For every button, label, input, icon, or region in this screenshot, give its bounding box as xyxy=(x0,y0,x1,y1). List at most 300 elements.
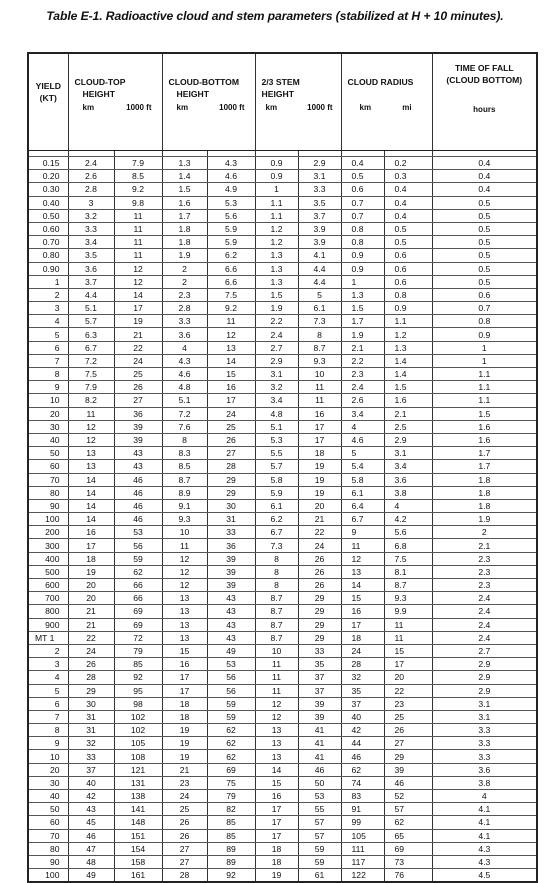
cell-time-of-fall: 2.9 xyxy=(432,658,537,671)
table-row xyxy=(28,420,537,433)
cell-cloud-bottom-km: 1.7 xyxy=(162,209,207,222)
cell-cloud-top-ft: 17 xyxy=(114,302,162,315)
cell-stem-ft: 29 xyxy=(298,631,341,644)
cell-cloud-bottom-ft: 43 xyxy=(207,592,255,605)
cell-cloud-top-km: 22 xyxy=(68,631,114,644)
cell-cloud-bottom-ft: 89 xyxy=(207,842,255,855)
cell-radius-mi: 4.2 xyxy=(384,513,432,526)
cell-stem-km: 1.2 xyxy=(255,236,298,249)
cell-cloud-top-ft: 11 xyxy=(114,236,162,249)
cell-yield: 60 xyxy=(28,816,68,829)
cell-yield: 0.50 xyxy=(28,209,68,222)
cell-radius-mi: 2.5 xyxy=(384,420,432,433)
cell-cloud-bottom-km: 2.8 xyxy=(162,302,207,315)
cell-cloud-bottom-km: 19 xyxy=(162,750,207,763)
cell-cloud-top-ft: 22 xyxy=(114,341,162,354)
cell-stem-ft: 39 xyxy=(298,697,341,710)
cell-cloud-bottom-km: 18 xyxy=(162,710,207,723)
cell-cloud-top-ft: 12 xyxy=(114,275,162,288)
cell-stem-km: 18 xyxy=(255,842,298,855)
cell-cloud-top-ft: 151 xyxy=(114,829,162,842)
header-cloud-top-ft: 1000 ft xyxy=(126,103,152,112)
cell-stem-km: 5.5 xyxy=(255,447,298,460)
cell-cloud-bottom-km: 11 xyxy=(162,539,207,552)
cell-stem-km: 0.9 xyxy=(255,170,298,183)
cell-yield: 100 xyxy=(28,513,68,526)
cell-radius-mi: 1.4 xyxy=(384,354,432,367)
cell-stem-ft: 8 xyxy=(298,328,341,341)
cell-cloud-top-km: 3.6 xyxy=(68,262,114,275)
cell-radius-mi: 0.6 xyxy=(384,249,432,262)
cell-stem-ft: 4.1 xyxy=(298,249,341,262)
cell-cloud-bottom-ft: 75 xyxy=(207,776,255,789)
cell-time-of-fall: 2.4 xyxy=(432,618,537,631)
cell-cloud-bottom-ft: 43 xyxy=(207,618,255,631)
table-row xyxy=(28,196,537,209)
cell-cloud-top-km: 5.7 xyxy=(68,315,114,328)
cell-radius-mi: 23 xyxy=(384,697,432,710)
cell-time-of-fall: 2.7 xyxy=(432,644,537,657)
cell-cloud-bottom-ft: 49 xyxy=(207,644,255,657)
cell-cloud-top-ft: 9.8 xyxy=(114,196,162,209)
cell-yield: 50 xyxy=(28,447,68,460)
cell-stem-km: 3.4 xyxy=(255,394,298,407)
cell-cloud-top-km: 46 xyxy=(68,829,114,842)
cell-cloud-bottom-km: 5.1 xyxy=(162,394,207,407)
cell-yield: 60 xyxy=(28,460,68,473)
cell-stem-km: 5.8 xyxy=(255,473,298,486)
cell-cloud-bottom-ft: 30 xyxy=(207,499,255,512)
cell-radius-km: 111 xyxy=(341,842,384,855)
cell-yield: 0.40 xyxy=(28,196,68,209)
cell-cloud-top-ft: 108 xyxy=(114,750,162,763)
cell-radius-mi: 7.5 xyxy=(384,552,432,565)
cell-stem-ft: 46 xyxy=(298,763,341,776)
header-time-line2: (CLOUD BOTTOM) xyxy=(446,75,523,85)
cell-cloud-top-ft: 69 xyxy=(114,605,162,618)
cell-cloud-top-ft: 95 xyxy=(114,684,162,697)
cell-stem-ft: 41 xyxy=(298,750,341,763)
cell-yield: 0.30 xyxy=(28,183,68,196)
cell-cloud-top-ft: 138 xyxy=(114,790,162,803)
cell-yield: 80 xyxy=(28,842,68,855)
cell-cloud-bottom-km: 1.8 xyxy=(162,222,207,235)
cell-cloud-bottom-km: 10 xyxy=(162,526,207,539)
cell-stem-km: 5.3 xyxy=(255,433,298,446)
header-yield xyxy=(28,53,68,151)
cell-radius-km: 1.9 xyxy=(341,328,384,341)
cell-yield: MT 1 xyxy=(28,631,68,644)
cell-radius-km: 6.4 xyxy=(341,499,384,512)
cell-yield: 30 xyxy=(28,420,68,433)
cell-stem-ft: 8.7 xyxy=(298,341,341,354)
cell-stem-ft: 7.3 xyxy=(298,315,341,328)
cell-cloud-bottom-km: 1.6 xyxy=(162,196,207,209)
cell-cloud-top-ft: 66 xyxy=(114,592,162,605)
cell-stem-ft: 19 xyxy=(298,460,341,473)
cell-cloud-bottom-km: 4.8 xyxy=(162,381,207,394)
cell-time-of-fall: 1.1 xyxy=(432,368,537,381)
cell-radius-mi: 0.4 xyxy=(384,196,432,209)
cell-cloud-top-km: 43 xyxy=(68,803,114,816)
cell-cloud-bottom-ft: 39 xyxy=(207,552,255,565)
cell-cloud-top-km: 26 xyxy=(68,658,114,671)
cell-stem-ft: 19 xyxy=(298,473,341,486)
cell-cloud-bottom-ft: 62 xyxy=(207,724,255,737)
cell-radius-mi: 22 xyxy=(384,684,432,697)
table-row xyxy=(28,473,537,486)
cell-time-of-fall: 0.4 xyxy=(432,183,537,196)
cell-stem-ft: 24 xyxy=(298,539,341,552)
table-row xyxy=(28,803,537,816)
cell-radius-km: 0.6 xyxy=(341,183,384,196)
header-stem xyxy=(255,53,341,151)
header-time-of-fall xyxy=(432,53,537,151)
header-cloud-top-line2: HEIGHT xyxy=(82,89,115,99)
cell-stem-ft: 26 xyxy=(298,565,341,578)
cell-radius-mi: 8.7 xyxy=(384,579,432,592)
cell-cloud-top-km: 21 xyxy=(68,618,114,631)
cell-stem-ft: 37 xyxy=(298,671,341,684)
cell-cloud-bottom-km: 4.6 xyxy=(162,368,207,381)
cell-yield: 4 xyxy=(28,671,68,684)
cell-stem-ft: 41 xyxy=(298,737,341,750)
cell-cloud-bottom-ft: 85 xyxy=(207,829,255,842)
cell-radius-mi: 69 xyxy=(384,842,432,855)
cell-radius-km: 2.2 xyxy=(341,354,384,367)
cell-cloud-top-km: 20 xyxy=(68,592,114,605)
cell-stem-ft: 59 xyxy=(298,855,341,868)
cell-cloud-bottom-km: 2.3 xyxy=(162,288,207,301)
cell-radius-km: 5.4 xyxy=(341,460,384,473)
cell-radius-mi: 73 xyxy=(384,855,432,868)
cell-cloud-bottom-km: 1.4 xyxy=(162,170,207,183)
cell-radius-km: 42 xyxy=(341,724,384,737)
header-time-hours: hours xyxy=(473,105,496,114)
cell-yield: 8 xyxy=(28,724,68,737)
cell-yield: 3 xyxy=(28,658,68,671)
cell-yield: 40 xyxy=(28,433,68,446)
cell-radius-km: 6.7 xyxy=(341,513,384,526)
cell-radius-km: 74 xyxy=(341,776,384,789)
cell-time-of-fall: 4.3 xyxy=(432,855,537,868)
cell-yield: 10 xyxy=(28,750,68,763)
cell-radius-km: 0.9 xyxy=(341,262,384,275)
cell-stem-km: 1.2 xyxy=(255,222,298,235)
cell-radius-mi: 27 xyxy=(384,737,432,750)
cell-cloud-top-km: 16 xyxy=(68,526,114,539)
cell-stem-km: 2.2 xyxy=(255,315,298,328)
cell-stem-km: 8 xyxy=(255,552,298,565)
cell-stem-km: 17 xyxy=(255,829,298,842)
cell-radius-mi: 76 xyxy=(384,869,432,883)
cell-radius-mi: 1.3 xyxy=(384,341,432,354)
cell-cloud-top-km: 48 xyxy=(68,855,114,868)
cell-cloud-bottom-ft: 15 xyxy=(207,368,255,381)
cell-stem-km: 1.1 xyxy=(255,209,298,222)
cell-radius-km: 2.4 xyxy=(341,381,384,394)
cell-radius-mi: 9.9 xyxy=(384,605,432,618)
cell-cloud-top-km: 4.4 xyxy=(68,288,114,301)
cell-cloud-top-km: 42 xyxy=(68,790,114,803)
table-row xyxy=(28,631,537,644)
cell-yield: 7 xyxy=(28,354,68,367)
cell-cloud-top-km: 33 xyxy=(68,750,114,763)
cell-stem-km: 8 xyxy=(255,579,298,592)
cell-time-of-fall: 4.1 xyxy=(432,803,537,816)
cell-time-of-fall: 2.9 xyxy=(432,671,537,684)
table-row xyxy=(28,829,537,842)
cloud-stem-parameters-table xyxy=(27,52,538,883)
cell-yield: 9 xyxy=(28,737,68,750)
cell-cloud-top-ft: 72 xyxy=(114,631,162,644)
cell-cloud-bottom-km: 15 xyxy=(162,644,207,657)
cell-stem-ft: 2.9 xyxy=(298,157,341,170)
cell-radius-mi: 9.3 xyxy=(384,592,432,605)
table-row xyxy=(28,302,537,315)
table-row xyxy=(28,618,537,631)
cell-stem-km: 1.3 xyxy=(255,262,298,275)
table-row xyxy=(28,552,537,565)
cell-yield: 6 xyxy=(28,341,68,354)
cell-radius-mi: 3.6 xyxy=(384,473,432,486)
cell-cloud-bottom-ft: 14 xyxy=(207,354,255,367)
cell-radius-km: 4 xyxy=(341,420,384,433)
cell-radius-mi: 2.9 xyxy=(384,433,432,446)
cell-yield: 90 xyxy=(28,855,68,868)
cell-cloud-top-ft: 148 xyxy=(114,816,162,829)
cell-cloud-bottom-ft: 56 xyxy=(207,671,255,684)
cell-cloud-top-km: 13 xyxy=(68,460,114,473)
cell-cloud-bottom-km: 23 xyxy=(162,776,207,789)
cell-time-of-fall: 1.8 xyxy=(432,499,537,512)
cell-cloud-bottom-km: 17 xyxy=(162,684,207,697)
cell-time-of-fall: 4.3 xyxy=(432,842,537,855)
cell-stem-ft: 29 xyxy=(298,605,341,618)
cell-stem-ft: 61 xyxy=(298,869,341,883)
cell-radius-mi: 3.4 xyxy=(384,460,432,473)
cell-radius-mi: 1.4 xyxy=(384,368,432,381)
cell-time-of-fall: 1.9 xyxy=(432,513,537,526)
cell-yield: 800 xyxy=(28,605,68,618)
cell-stem-ft: 37 xyxy=(298,684,341,697)
cell-radius-km: 0.7 xyxy=(341,209,384,222)
cell-time-of-fall: 1.6 xyxy=(432,420,537,433)
cell-cloud-top-km: 3.2 xyxy=(68,209,114,222)
header-stem-line2: HEIGHT xyxy=(261,89,294,99)
table-row xyxy=(28,565,537,578)
cell-cloud-top-ft: 46 xyxy=(114,486,162,499)
cell-cloud-bottom-km: 8.3 xyxy=(162,447,207,460)
cell-stem-km: 18 xyxy=(255,855,298,868)
cell-stem-km: 3.2 xyxy=(255,381,298,394)
cell-time-of-fall: 4.1 xyxy=(432,829,537,842)
cell-radius-mi: 8.1 xyxy=(384,565,432,578)
header-cloud-bottom-line2: HEIGHT xyxy=(176,89,209,99)
cell-stem-ft: 50 xyxy=(298,776,341,789)
cell-cloud-bottom-km: 8 xyxy=(162,433,207,446)
cell-stem-ft: 35 xyxy=(298,658,341,671)
cell-radius-mi: 62 xyxy=(384,816,432,829)
cell-cloud-top-km: 7.2 xyxy=(68,354,114,367)
cell-radius-mi: 1.2 xyxy=(384,328,432,341)
cell-yield: 50 xyxy=(28,803,68,816)
cell-time-of-fall: 2.4 xyxy=(432,605,537,618)
cell-cloud-top-km: 31 xyxy=(68,710,114,723)
cell-cloud-bottom-ft: 7.5 xyxy=(207,288,255,301)
cell-cloud-top-ft: 43 xyxy=(114,447,162,460)
cell-yield: 0.80 xyxy=(28,249,68,262)
cell-stem-ft: 4.4 xyxy=(298,275,341,288)
cell-radius-km: 15 xyxy=(341,592,384,605)
cell-cloud-top-ft: 11 xyxy=(114,249,162,262)
cell-radius-mi: 26 xyxy=(384,724,432,737)
cell-stem-km: 15 xyxy=(255,776,298,789)
cell-stem-km: 8.7 xyxy=(255,618,298,631)
cell-cloud-top-km: 7.9 xyxy=(68,381,114,394)
cell-cloud-bottom-km: 17 xyxy=(162,671,207,684)
cell-radius-km: 0.9 xyxy=(341,249,384,262)
cell-cloud-top-ft: 105 xyxy=(114,737,162,750)
cell-cloud-top-ft: 21 xyxy=(114,328,162,341)
cell-radius-mi: 11 xyxy=(384,618,432,631)
cell-stem-km: 8 xyxy=(255,565,298,578)
cell-time-of-fall: 1.1 xyxy=(432,394,537,407)
table-row xyxy=(28,486,537,499)
cell-cloud-top-ft: 14 xyxy=(114,288,162,301)
cell-radius-km: 13 xyxy=(341,565,384,578)
cell-radius-km: 46 xyxy=(341,750,384,763)
table-row xyxy=(28,328,537,341)
table-row xyxy=(28,579,537,592)
cell-stem-ft: 11 xyxy=(298,394,341,407)
cell-cloud-bottom-km: 8.9 xyxy=(162,486,207,499)
cell-cloud-top-km: 14 xyxy=(68,513,114,526)
cell-cloud-bottom-ft: 6.6 xyxy=(207,275,255,288)
cell-stem-ft: 3.9 xyxy=(298,222,341,235)
cell-cloud-top-km: 2.6 xyxy=(68,170,114,183)
cell-cloud-top-ft: 85 xyxy=(114,658,162,671)
cell-cloud-bottom-ft: 43 xyxy=(207,605,255,618)
table-row xyxy=(28,222,537,235)
cell-cloud-bottom-km: 26 xyxy=(162,816,207,829)
cell-stem-km: 13 xyxy=(255,750,298,763)
cell-stem-ft: 39 xyxy=(298,710,341,723)
cell-cloud-bottom-km: 7.6 xyxy=(162,420,207,433)
cell-radius-mi: 25 xyxy=(384,710,432,723)
cell-cloud-top-ft: 9.2 xyxy=(114,183,162,196)
cell-cloud-top-ft: 36 xyxy=(114,407,162,420)
cell-cloud-top-km: 12 xyxy=(68,433,114,446)
cell-cloud-top-km: 49 xyxy=(68,869,114,883)
cell-cloud-top-km: 20 xyxy=(68,579,114,592)
cell-cloud-bottom-km: 27 xyxy=(162,855,207,868)
cell-cloud-top-km: 3.7 xyxy=(68,275,114,288)
cell-cloud-top-ft: 27 xyxy=(114,394,162,407)
cell-cloud-top-km: 28 xyxy=(68,671,114,684)
cell-yield: 3 xyxy=(28,302,68,315)
cell-stem-km: 1.3 xyxy=(255,249,298,262)
cell-cloud-top-ft: 121 xyxy=(114,763,162,776)
cell-radius-km: 0.5 xyxy=(341,170,384,183)
cell-cloud-bottom-ft: 4.6 xyxy=(207,170,255,183)
cell-radius-km: 6.1 xyxy=(341,486,384,499)
cell-radius-km: 32 xyxy=(341,671,384,684)
cell-stem-km: 6.1 xyxy=(255,499,298,512)
cell-yield: 0.20 xyxy=(28,170,68,183)
table-row xyxy=(28,513,537,526)
cell-yield: 0.70 xyxy=(28,236,68,249)
header-stem-line1: 2/3 STEM xyxy=(261,77,300,87)
cell-time-of-fall: 1.5 xyxy=(432,407,537,420)
cell-cloud-bottom-km: 28 xyxy=(162,869,207,883)
header-cloud-top-km: km xyxy=(82,103,95,112)
cell-yield: 80 xyxy=(28,486,68,499)
cell-cloud-top-km: 24 xyxy=(68,644,114,657)
cell-radius-mi: 0.9 xyxy=(384,302,432,315)
table-row xyxy=(28,776,537,789)
cell-yield: 8 xyxy=(28,368,68,381)
cell-cloud-top-ft: 26 xyxy=(114,381,162,394)
cell-radius-km: 1.5 xyxy=(341,302,384,315)
cell-cloud-top-ft: 7.9 xyxy=(114,157,162,170)
cell-cloud-top-ft: 161 xyxy=(114,869,162,883)
cell-stem-ft: 3.7 xyxy=(298,209,341,222)
cell-cloud-bottom-km: 9.1 xyxy=(162,499,207,512)
cell-radius-km: 17 xyxy=(341,618,384,631)
cell-cloud-bottom-km: 12 xyxy=(162,565,207,578)
cell-cloud-bottom-km: 25 xyxy=(162,803,207,816)
cell-cloud-top-ft: 158 xyxy=(114,855,162,868)
cell-cloud-bottom-ft: 39 xyxy=(207,579,255,592)
cell-cloud-top-ft: 79 xyxy=(114,644,162,657)
cell-cloud-bottom-ft: 4.9 xyxy=(207,183,255,196)
cell-cloud-top-km: 14 xyxy=(68,473,114,486)
cell-stem-km: 11 xyxy=(255,658,298,671)
cell-stem-ft: 19 xyxy=(298,486,341,499)
cell-stem-ft: 29 xyxy=(298,618,341,631)
cell-stem-km: 1.3 xyxy=(255,275,298,288)
cell-radius-mi: 0.3 xyxy=(384,170,432,183)
cell-cloud-bottom-km: 9.3 xyxy=(162,513,207,526)
cell-yield: 30 xyxy=(28,776,68,789)
table-row xyxy=(28,275,537,288)
cell-radius-mi: 1.5 xyxy=(384,381,432,394)
cell-stem-ft: 10 xyxy=(298,368,341,381)
cell-radius-mi: 0.8 xyxy=(384,288,432,301)
cell-cloud-top-km: 5.1 xyxy=(68,302,114,315)
cell-cloud-bottom-km: 21 xyxy=(162,763,207,776)
table-row xyxy=(28,526,537,539)
cell-time-of-fall: 1.7 xyxy=(432,447,537,460)
cell-cloud-bottom-ft: 24 xyxy=(207,407,255,420)
cell-yield: 90 xyxy=(28,499,68,512)
cell-radius-mi: 4 xyxy=(384,499,432,512)
cell-radius-mi: 52 xyxy=(384,790,432,803)
cell-time-of-fall: 3.3 xyxy=(432,750,537,763)
cell-cloud-top-ft: 141 xyxy=(114,803,162,816)
cell-time-of-fall: 0.9 xyxy=(432,328,537,341)
table-row xyxy=(28,209,537,222)
cell-stem-km: 5.9 xyxy=(255,486,298,499)
table-row xyxy=(28,262,537,275)
cell-cloud-top-km: 45 xyxy=(68,816,114,829)
cell-yield: 20 xyxy=(28,407,68,420)
cell-cloud-bottom-km: 8.5 xyxy=(162,460,207,473)
cell-radius-km: 37 xyxy=(341,697,384,710)
cell-cloud-bottom-ft: 33 xyxy=(207,526,255,539)
header-cloud-radius xyxy=(341,53,432,151)
